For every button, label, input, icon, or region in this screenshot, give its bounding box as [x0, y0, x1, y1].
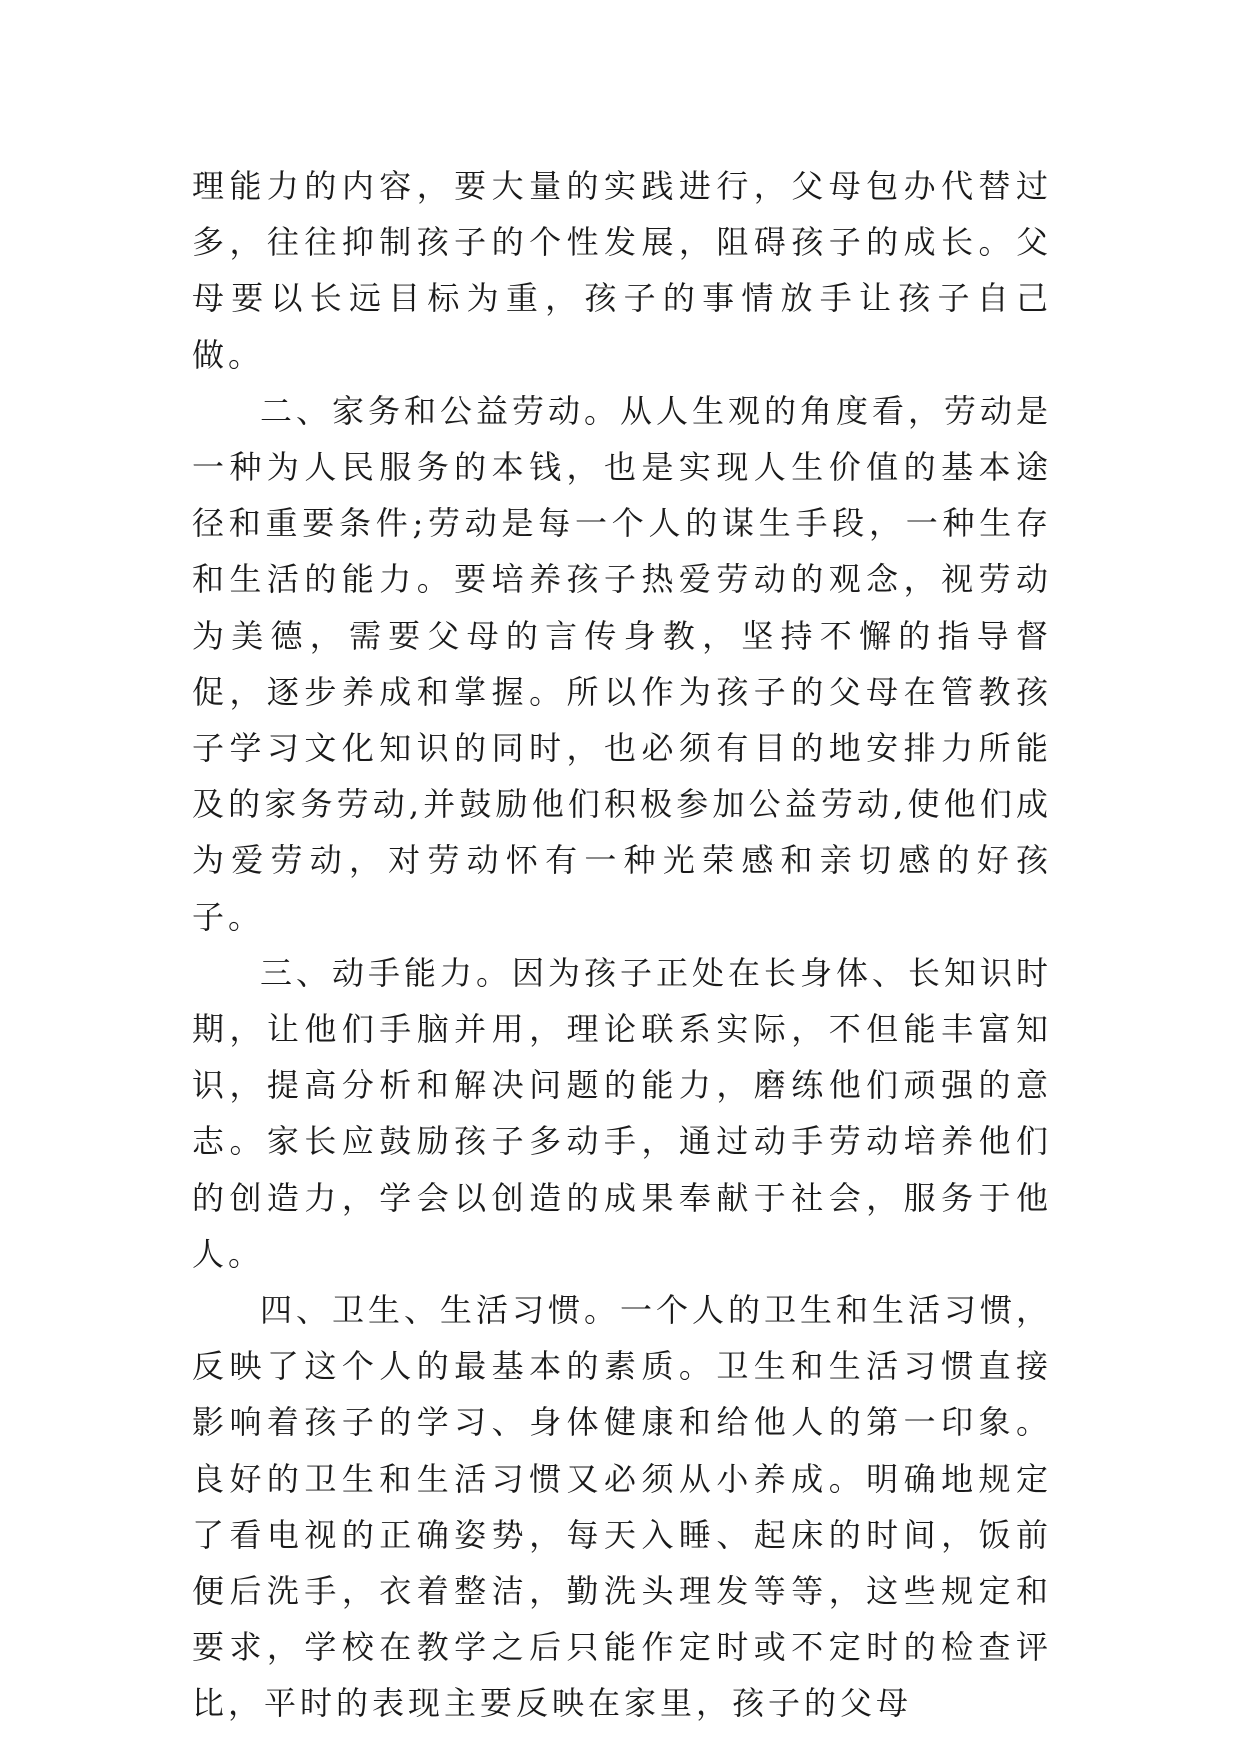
paragraph-section-3-hands-on: 三、动手能力。因为孩子正处在长身体、长知识时期，让他们手脑并用，理论联系实际，不但能丰富知识，提高分析和解决问题的能力，磨练他们顽强的意志。家长应鼓励孩子多动手，通过动手劳动培养他们的创造力，学会以创造的成果奉献于社会，服务于他人。 [192, 953, 1053, 1273]
paragraph-continuation: 理能力的内容，要大量的实践进行，父母包办代替过多，往往抑制孩子的个性发展，阻碍孩子的成长。父母要以长远目标为重，孩子的事情放手让孩子自己做。 [192, 167, 1052, 374]
paragraph-section-4-hygiene: 四、卫生、生活习惯。一个人的卫生和生活习惯，反映了这个人的最基本的素质。卫生和生活习惯直接影响着孩子的学习、身体健康和给他人的第一印象。良好的卫生和生活习惯又必须从小养成。明确地规定了看电视的正确姿势，每天入睡、起床的时间，饭前便后洗手，衣着整洁，勤洗头理发等等，这些规定和要求，学校在教学之后只能作定时或不定时的检查评比，平时的表现主要反映在家里，孩子的父母 [192, 1291, 1053, 1723]
paragraph-section-2-housework: 二、家务和公益劳动。从人生观的角度看，劳动是一种为人民服务的本钱，也是实现人生价值的基本途径和重要条件;劳动是每一个人的谋生手段，一种生存和生活的能力。要培养孩子热爱劳动的观念，视劳动为美德，需要父母的言传身教，坚持不懈的指导督促，逐步养成和掌握。所以作为孩子的父母在管教孩子学习文化知识的同时，也必须有目的地安排力所能及的家务劳动,并鼓励他们积极参加公益劳动,使他们成为爱劳动，对劳动怀有一种光荣感和亲切感的好孩子。 [192, 391, 1053, 936]
document-body [192, 158, 1052, 1732]
